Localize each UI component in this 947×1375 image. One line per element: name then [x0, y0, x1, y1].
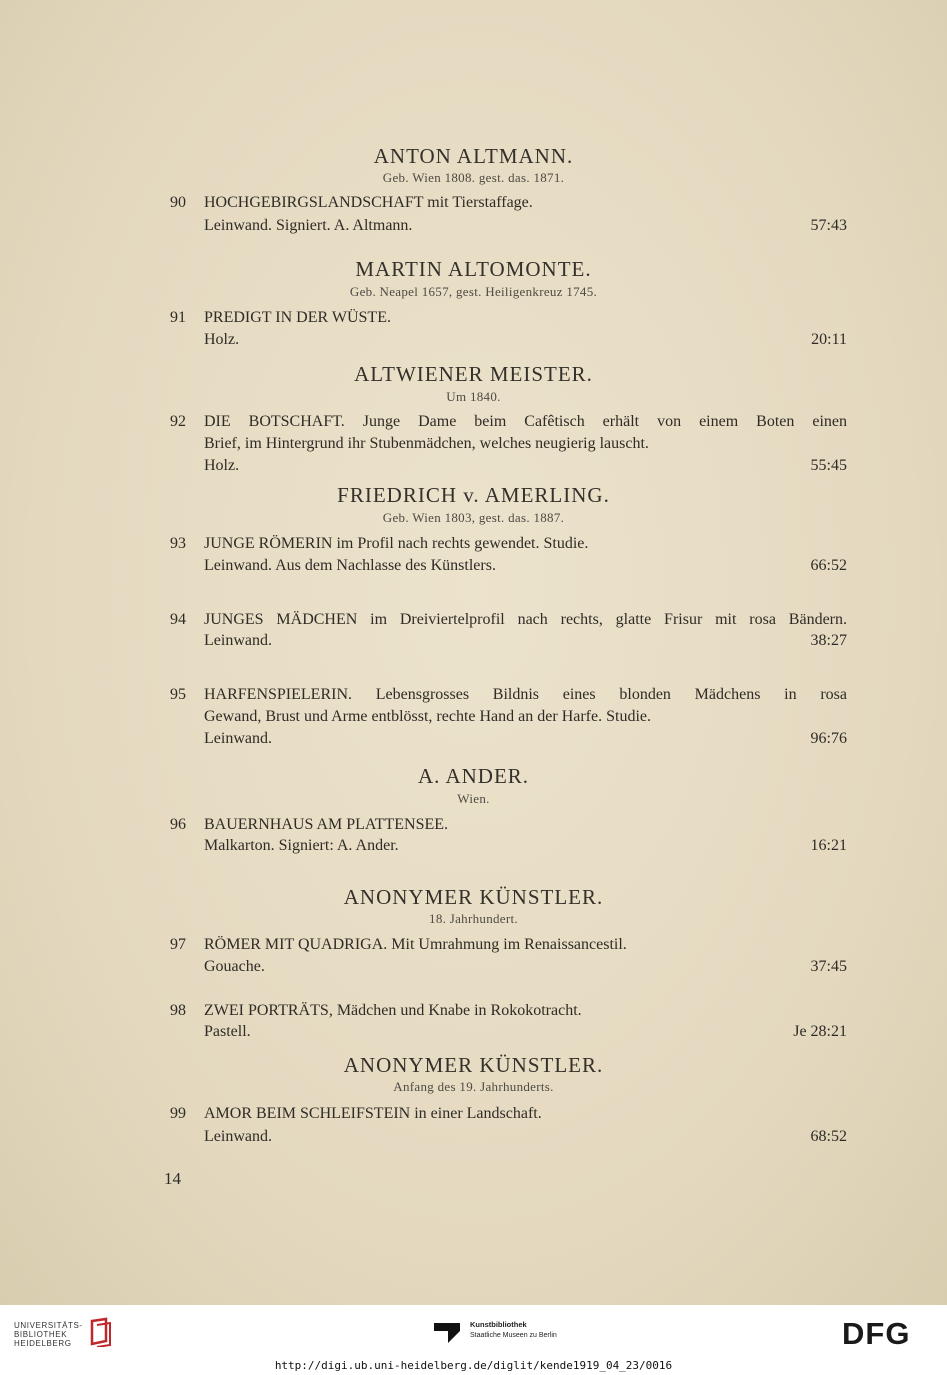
lot-description: Holz.	[204, 331, 240, 348]
lot-title: BAUERNHAUS AM PLATTENSEE.	[204, 816, 449, 833]
lot-description: Malkarton. Signiert: A. Ander.	[204, 837, 399, 854]
ub-line: UNIVERSITÄTS-	[14, 1321, 83, 1330]
lot-price: Je 28:21	[793, 1023, 847, 1040]
lot-price: 37:45	[810, 958, 847, 975]
lot-number: 97	[170, 936, 186, 953]
lot-price: 20:11	[811, 331, 847, 348]
lot-number: 92	[170, 413, 186, 430]
lot-medium: Holz.	[204, 457, 240, 474]
artist-heading: A. ANDER.	[417, 764, 530, 788]
dfg-logo[interactable]: DFG	[842, 1316, 911, 1351]
artist-heading: ANONYMER KÜNSTLER.	[343, 1053, 604, 1077]
artist-heading: MARTIN ALTOMONTE.	[355, 257, 592, 281]
lot-number: 90	[170, 194, 186, 211]
lot-title: HARFENSPIELERIN. Lebensgrosses Bildnis eines blonden Mädchens in rosa	[204, 686, 847, 703]
lot-title: DIE BOTSCHAFT. Junge Dame beim Cafêtisch erhält von einem Boten einen	[204, 413, 847, 430]
lot-title: JUNGES MÄDCHEN im Dreiviertelprofil nach rechts, glatte Frisur mit rosa Bändern.	[204, 611, 847, 628]
artist-dates: Um 1840.	[446, 389, 501, 404]
ub-line: BIBLIOTHEK	[14, 1330, 68, 1339]
lot-description: Leinwand.	[204, 632, 272, 649]
lot-title: ZWEI PORTRÄTS, Mädchen und Knabe in Rokokotracht.	[204, 1002, 582, 1019]
lot-number: 91	[170, 309, 186, 326]
lot-description: Brief, im Hintergrund ihr Stubenmädchen, welches neugierig lauscht.	[204, 435, 649, 452]
artist-dates: Geb. Wien 1803, gest. das. 1887.	[382, 510, 565, 525]
lot-description: Leinwand. Signiert. A. Altmann.	[204, 217, 413, 234]
lot-price: 57:43	[810, 217, 847, 234]
lot-price: 38:27	[810, 632, 847, 649]
lot-description: Leinwand. Aus dem Nachlasse des Künstlers.	[204, 557, 496, 574]
artist-dates: 18. Jahrhundert.	[429, 911, 518, 926]
lot-number: 98	[170, 1002, 186, 1019]
lot-medium: Leinwand.	[204, 730, 272, 747]
page-number: 14	[164, 1169, 181, 1188]
lot-title: PREDIGT IN DER WÜSTE.	[204, 309, 391, 326]
lot-number: 99	[170, 1105, 186, 1122]
lot-number: 96	[170, 816, 186, 833]
artist-heading: ANTON ALTMANN.	[373, 144, 574, 168]
lot-price: 96:76	[810, 730, 847, 747]
ub-heidelberg-wordmark[interactable]	[14, 1321, 83, 1348]
lot-title: JUNGE RÖMERIN im Profil nach rechts gewendet. Studie.	[204, 535, 589, 552]
lot-title: RÖMER MIT QUADRIGA. Mit Umrahmung im Renaissancestil.	[204, 936, 627, 953]
ub-heidelberg-logo-icon[interactable]	[86, 1317, 114, 1347]
ub-line: HEIDELBERG	[14, 1339, 72, 1348]
lot-title: HOCHGEBIRGSLANDSCHAFT mit Tierstaffage.	[204, 194, 533, 211]
artist-dates: Geb. Neapel 1657, gest. Heiligenkreuz 1745.	[349, 284, 598, 299]
lot-price: 66:52	[810, 557, 847, 574]
lot-price: 55:45	[810, 457, 847, 474]
artist-heading: FRIEDRICH v. AMERLING.	[337, 483, 610, 507]
artist-dates: Wien.	[457, 791, 490, 806]
lot-title: AMOR BEIM SCHLEIFSTEIN in einer Landschaft.	[204, 1105, 542, 1122]
lot-number: 93	[170, 535, 186, 552]
lot-description: Gouache.	[204, 958, 265, 975]
lot-number: 94	[170, 611, 186, 628]
kb-title: Kunstbibliothek	[470, 1320, 527, 1329]
viewer-footer	[0, 1305, 947, 1357]
kunstbibliothek-wordmark[interactable]	[470, 1320, 557, 1341]
kunstbibliothek-logo-icon[interactable]	[432, 1321, 462, 1345]
lot-number: 95	[170, 686, 186, 703]
lot-description: Gewand, Brust und Arme entblösst, rechte Hand an der Harfe. Studie.	[204, 708, 651, 725]
lot-price: 16:21	[810, 837, 847, 854]
lot-description: Pastell.	[204, 1023, 251, 1040]
artist-heading: ANONYMER KÜNSTLER.	[343, 885, 604, 909]
artist-dates: Geb. Wien 1808. gest. das. 1871.	[382, 170, 565, 185]
lot-description: Leinwand.	[204, 1128, 272, 1145]
artist-heading: ALTWIENER MEISTER.	[354, 362, 593, 386]
artist-dates: Anfang des 19. Jahrhunderts.	[393, 1079, 554, 1094]
source-url[interactable]: http://digi.ub.uni-heidelberg.de/diglit/kende1919_04_23/0016	[0, 1357, 947, 1375]
kb-subtitle: Staatliche Museen zu Berlin	[470, 1332, 557, 1339]
lot-price: 68:52	[810, 1128, 847, 1145]
